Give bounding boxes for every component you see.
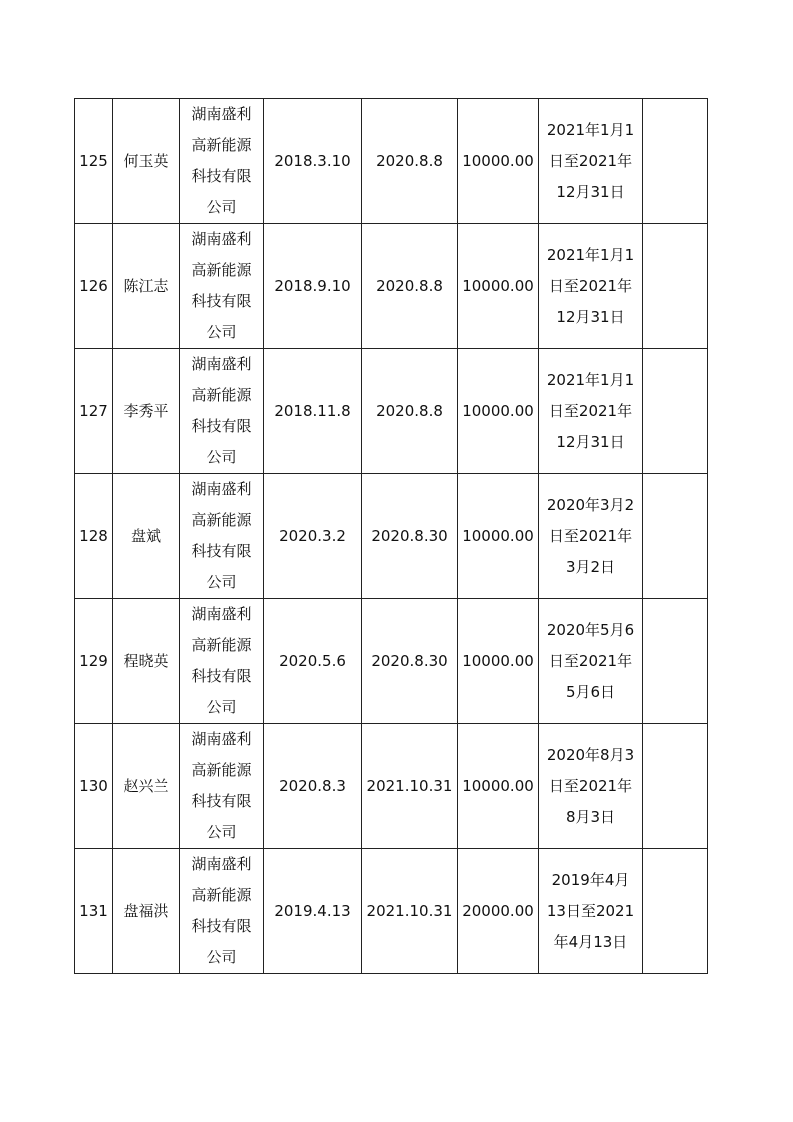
company-cell-line: 科技有限 [191, 292, 252, 310]
period-cell [539, 224, 643, 349]
period-cell-line: 2021年1月1 [546, 245, 635, 264]
period-cell-line: 5月6日 [565, 682, 616, 701]
company-cell-line: 科技有限 [191, 917, 252, 935]
company-cell-line: 公司 [206, 698, 237, 716]
amount-cell: 10000.00 [458, 599, 539, 724]
note-cell [643, 599, 708, 724]
end-date-cell: 2021.10.31 [362, 724, 458, 849]
period-cell-line: 日至2021年 [548, 401, 633, 420]
row-number-cell: 125 [75, 99, 113, 224]
note-cell [643, 224, 708, 349]
end-date-cell: 2020.8.8 [362, 224, 458, 349]
period-cell-line: 12月31日 [556, 432, 625, 451]
period-cell [539, 599, 643, 724]
row-number-cell: 128 [75, 474, 113, 599]
company-cell-line: 湖南盛利 [191, 230, 252, 248]
start-date-cell: 2020.8.3 [264, 724, 362, 849]
row-number-cell: 130 [75, 724, 113, 849]
period-cell-line: 年4月13日 [553, 932, 628, 951]
company-cell-line: 科技有限 [191, 667, 252, 685]
period-cell-line: 日至2021年 [548, 276, 633, 295]
note-cell [643, 849, 708, 974]
start-date-cell: 2019.4.13 [264, 849, 362, 974]
period-cell [539, 99, 643, 224]
period-cell-line: 12月31日 [556, 307, 625, 326]
note-cell [643, 99, 708, 224]
company-cell-line: 公司 [206, 448, 237, 466]
period-cell-line: 日至2021年 [548, 651, 633, 670]
end-date-cell: 2020.8.8 [362, 99, 458, 224]
company-cell-line: 高新能源 [191, 261, 252, 279]
table-body [75, 99, 708, 974]
company-cell-line: 科技有限 [191, 792, 252, 810]
row-number-cell: 126 [75, 224, 113, 349]
company-cell-line: 湖南盛利 [191, 605, 252, 623]
end-date-cell: 2021.10.31 [362, 849, 458, 974]
company-cell-line: 公司 [206, 823, 237, 841]
company-cell-line: 高新能源 [191, 386, 252, 404]
company-cell [180, 474, 264, 599]
row-number-cell: 129 [75, 599, 113, 724]
period-cell-line: 2021年1月1 [546, 370, 635, 389]
amount-cell: 20000.00 [458, 849, 539, 974]
period-cell [539, 349, 643, 474]
table-row [75, 599, 708, 724]
period-cell-line: 2021年1月1 [546, 120, 635, 139]
row-number-cell: 127 [75, 349, 113, 474]
period-cell [539, 849, 643, 974]
note-cell [643, 349, 708, 474]
company-cell [180, 349, 264, 474]
period-cell-line: 12月31日 [556, 182, 625, 201]
company-cell [180, 849, 264, 974]
amount-cell: 10000.00 [458, 724, 539, 849]
person-name-cell: 盘福洪 [113, 849, 180, 974]
end-date-cell: 2020.8.30 [362, 474, 458, 599]
note-cell [643, 724, 708, 849]
company-cell-line: 科技有限 [191, 417, 252, 435]
company-cell-line: 湖南盛利 [191, 355, 252, 373]
company-cell-line: 公司 [206, 323, 237, 341]
start-date-cell: 2020.3.2 [264, 474, 362, 599]
start-date-cell: 2018.3.10 [264, 99, 362, 224]
start-date-cell: 2018.9.10 [264, 224, 362, 349]
company-cell-line: 湖南盛利 [191, 730, 252, 748]
table-row [75, 99, 708, 224]
company-cell-line: 高新能源 [191, 511, 252, 529]
company-cell-line: 科技有限 [191, 167, 252, 185]
company-cell [180, 99, 264, 224]
end-date-cell: 2020.8.8 [362, 349, 458, 474]
person-name-cell: 陈江志 [113, 224, 180, 349]
company-cell-line: 湖南盛利 [191, 105, 252, 123]
start-date-cell: 2020.5.6 [264, 599, 362, 724]
row-number-cell: 131 [75, 849, 113, 974]
records-table [74, 98, 708, 974]
company-cell [180, 724, 264, 849]
note-cell [643, 474, 708, 599]
period-cell-line: 日至2021年 [548, 776, 633, 795]
table-row [75, 849, 708, 974]
table-row [75, 724, 708, 849]
table-row [75, 349, 708, 474]
person-name-cell: 程晓英 [113, 599, 180, 724]
period-cell-line: 3月2日 [565, 557, 616, 576]
period-cell-line: 2020年3月2 [546, 495, 635, 514]
table-row [75, 474, 708, 599]
company-cell-line: 高新能源 [191, 761, 252, 779]
company-cell-line: 公司 [206, 198, 237, 216]
amount-cell: 10000.00 [458, 474, 539, 599]
company-cell-line: 高新能源 [191, 636, 252, 654]
person-name-cell: 李秀平 [113, 349, 180, 474]
company-cell-line: 公司 [206, 573, 237, 591]
amount-cell: 10000.00 [458, 349, 539, 474]
period-cell [539, 474, 643, 599]
company-cell [180, 224, 264, 349]
amount-cell: 10000.00 [458, 224, 539, 349]
period-cell-line: 2020年8月3 [546, 745, 635, 764]
company-cell-line: 科技有限 [191, 542, 252, 560]
period-cell-line: 2019年4月 [551, 870, 630, 889]
period-cell-line: 日至2021年 [548, 151, 633, 170]
period-cell-line: 13日至2021 [546, 901, 635, 920]
period-cell-line: 日至2021年 [548, 526, 633, 545]
company-cell-line: 高新能源 [191, 886, 252, 904]
table-row [75, 224, 708, 349]
person-name-cell: 盘斌 [113, 474, 180, 599]
amount-cell: 10000.00 [458, 99, 539, 224]
end-date-cell: 2020.8.30 [362, 599, 458, 724]
period-cell [539, 724, 643, 849]
company-cell [180, 599, 264, 724]
period-cell-line: 2020年5月6 [546, 620, 635, 639]
company-cell-line: 湖南盛利 [191, 480, 252, 498]
company-cell-line: 公司 [206, 948, 237, 966]
start-date-cell: 2018.11.8 [264, 349, 362, 474]
person-name-cell: 何玉英 [113, 99, 180, 224]
company-cell-line: 高新能源 [191, 136, 252, 154]
period-cell-line: 8月3日 [565, 807, 616, 826]
person-name-cell: 赵兴兰 [113, 724, 180, 849]
company-cell-line: 湖南盛利 [191, 855, 252, 873]
